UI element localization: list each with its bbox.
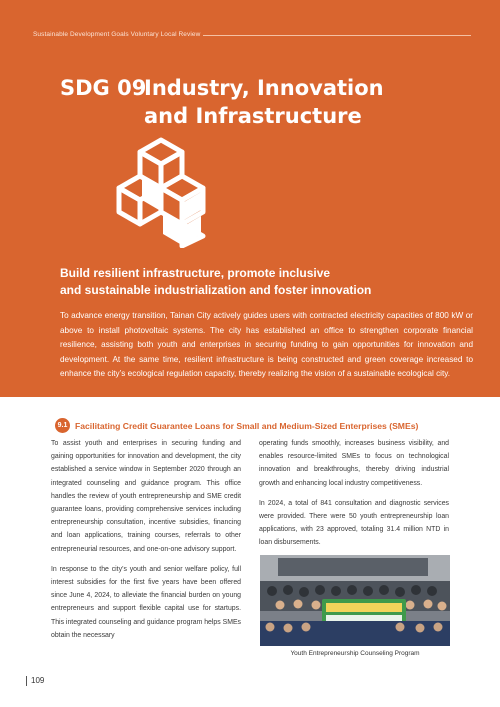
section-heading (55, 418, 418, 433)
running-head: Sustainable Development Goals Voluntary Local Review (33, 31, 201, 38)
stacked-cubes-icon (100, 136, 222, 248)
event-group-photo (260, 555, 450, 646)
sdg-title-line1: Industry, Innovation (144, 76, 384, 100)
body-paragraph: operating funds smoothly, increases business visibility, and enables resource-limited SMEs to focus on technological innovation and breakthroughs, thereby driving industrial growth and enhancing local industry competitiveness. (259, 440, 449, 487)
section-title: Facilitating Credit Guarantee Loans for Small and Medium-Sized Enterprises (SMEs) (75, 420, 419, 431)
body-paragraph: In 2024, a total of 841 consultation and diagnostic services were provided. There were 50 youth entrepreneurship loan applications, with 23 approved, totaling 31.4 million NTD in loan disbursements. (259, 499, 449, 547)
page-number-bar (26, 676, 27, 686)
sdg-title-line2: and Infrastructure (144, 104, 362, 128)
left-column (51, 437, 241, 649)
intro-paragraph: To advance energy transition, Tainan City actively guides users with contracted electricity capacities of 800 kW or above to install photovoltaic systems. The city has established an office to strengthen corporate financial resilience, assisting both youth and enterprises in securing funding to gain opportunities for innovation and development. At the same time, resilient infrastructure is being constructed and green coverage increased to enhance the city’s ecological regulation capacity, thereby realizing the vision of a sustainable ecological city. (60, 311, 473, 379)
page-number: 109 (31, 676, 45, 685)
body-paragraph: To assist youth and enterprises in securing funding and gaining opportunities for innovation and development, the city established a service window in September 2020 through an integrated counseling and guidance program. This office handles the review of youth entrepreneurship and SME credit guarantee loans, providing comprehensive services including entrepreneurship consultation, incentive subsidies, financing and loan applications, training courses, referrals to other entrepreneurial resources, and one-on-one advisory support. (51, 440, 241, 553)
sdg-number: SDG 09 (60, 76, 147, 100)
goal-line2: and sustainable industrialization and foster innovation (60, 283, 372, 297)
goal-line1: Build resilient infrastructure, promote inclusive (60, 266, 331, 280)
body-paragraph: In response to the city’s youth and senior welfare policy, full interest subsidies for the first five years have been offered since June 4, 2024, to alleviate the financial burden on young entrepreneurs and support flexible capital use for startups. This integrated counseling and guidance program helps SMEs obtain the necessary (51, 565, 241, 639)
section-number-badge: 9.1 (55, 418, 70, 433)
goal-statement (60, 265, 371, 299)
right-column (259, 437, 449, 557)
header-rule (203, 35, 471, 36)
photo-caption: Youth Entrepreneurship Counseling Program (290, 650, 420, 657)
